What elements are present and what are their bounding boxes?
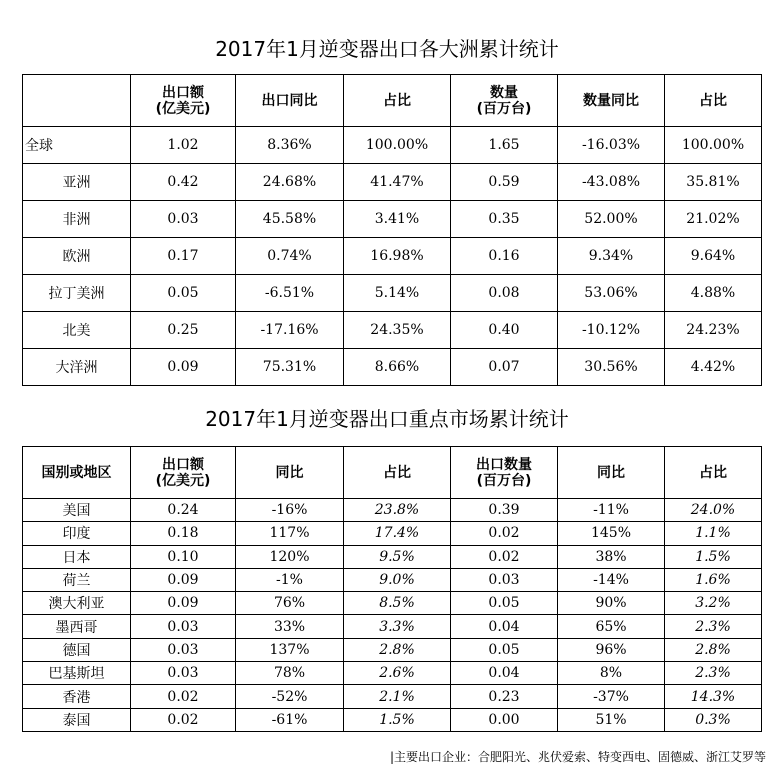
table-row [23, 499, 762, 522]
table2-header-cell: 同比 [558, 447, 665, 499]
table2-title: 2017年1月逆变器出口重点市场累计统计 [205, 407, 569, 431]
table1-cell: -43.08% [558, 164, 665, 201]
table1-cell: 21.02% [665, 201, 762, 238]
table2-cell: 0.03 [451, 568, 558, 591]
table1-cell: 4.88% [665, 275, 762, 312]
table2-cell: 0.3% [665, 708, 762, 731]
table2-cell: 德国 [23, 638, 131, 661]
table2-cell: 0.02 [131, 708, 236, 731]
table2-cell: 9.0% [344, 568, 451, 591]
table2-cell: 2.1% [344, 685, 451, 708]
table2-header-cell: 国别或地区 [23, 447, 131, 499]
table2-cell: 0.03 [131, 662, 236, 685]
table2-cell: 0.09 [131, 568, 236, 591]
table2-cell: 0.04 [451, 615, 558, 638]
table2-cell: 0.05 [451, 638, 558, 661]
table1-cell: 0.08 [451, 275, 558, 312]
table1-cell: 全球 [23, 127, 131, 164]
table2-cell: 0.02 [131, 685, 236, 708]
table2-cell: 0.24 [131, 499, 236, 522]
table2-cell: -14% [558, 568, 665, 591]
table2-cell: 3.2% [665, 592, 762, 615]
continent-export-table [22, 74, 762, 386]
table-row [23, 568, 762, 591]
table1-cell: 0.16 [451, 238, 558, 275]
table1-cell: 0.05 [131, 275, 236, 312]
table2-cell: 0.10 [131, 545, 236, 568]
table2-cell: 0.00 [451, 708, 558, 731]
key-market-export-table [22, 446, 762, 732]
table2-cell: 日本 [23, 545, 131, 568]
table2-cell: 8% [558, 662, 665, 685]
table1-cell: 45.58% [236, 201, 344, 238]
table2-cell: 23.8% [344, 499, 451, 522]
table1-cell: 100.00% [344, 127, 451, 164]
table2-cell: 1.5% [344, 708, 451, 731]
table1-cell: 拉丁美洲 [23, 275, 131, 312]
table2-header-cell: 占比 [344, 447, 451, 499]
table1-cell: 3.41% [344, 201, 451, 238]
table1-header-cell: 出口同比 [236, 75, 344, 127]
table2-cell: 2.3% [665, 662, 762, 685]
table1-cell: 1.02 [131, 127, 236, 164]
table-row [23, 164, 762, 201]
table2-cell: 2.6% [344, 662, 451, 685]
table1-cell: 5.14% [344, 275, 451, 312]
table2-cell: 1.5% [665, 545, 762, 568]
table2-cell: 90% [558, 592, 665, 615]
table-row [23, 312, 762, 349]
table2-cell: -11% [558, 499, 665, 522]
table-row [23, 201, 762, 238]
table-row [23, 685, 762, 708]
table1-cell: 4.42% [665, 349, 762, 386]
table1-cell: 8.36% [236, 127, 344, 164]
table-row [23, 275, 762, 312]
table-row [23, 708, 762, 731]
table2-cell: 51% [558, 708, 665, 731]
table2-cell: 96% [558, 638, 665, 661]
table2-cell: 117% [236, 522, 344, 545]
table2-cell: 泰国 [23, 708, 131, 731]
table2-cell: 14.3% [665, 685, 762, 708]
table1-cell: 100.00% [665, 127, 762, 164]
table1-cell: -6.51% [236, 275, 344, 312]
table2-cell: 印度 [23, 522, 131, 545]
table2-cell: 0.03 [131, 638, 236, 661]
table2-cell: 3.3% [344, 615, 451, 638]
table2-cell: -61% [236, 708, 344, 731]
table2-cell: 0.02 [451, 522, 558, 545]
table2-cell: 137% [236, 638, 344, 661]
table2-header-cell: 占比 [665, 447, 762, 499]
table-row [23, 238, 762, 275]
table2-cell: 0.09 [131, 592, 236, 615]
table2-cell: 0.05 [451, 592, 558, 615]
table1-cell: 53.06% [558, 275, 665, 312]
table2-cell: 0.02 [451, 545, 558, 568]
table2-cell: -52% [236, 685, 344, 708]
table1-header-cell: 占比 [344, 75, 451, 127]
table1-cell: 24.35% [344, 312, 451, 349]
table2-header-cell: 出口额 (亿美元) [131, 447, 236, 499]
table-row [23, 615, 762, 638]
table2-cell: 2.8% [665, 638, 762, 661]
table1-header-cell: 出口额 (亿美元) [131, 75, 236, 127]
table1-cell: 0.40 [451, 312, 558, 349]
table-row [23, 545, 762, 568]
table1-cell: 41.47% [344, 164, 451, 201]
table2-cell: -1% [236, 568, 344, 591]
table1-cell: 8.66% [344, 349, 451, 386]
table1-cell: 9.64% [665, 238, 762, 275]
table2-cell: 38% [558, 545, 665, 568]
table2-cell: 24.0% [665, 499, 762, 522]
table2-header-cell: 出口数量 (百万台) [451, 447, 558, 499]
table-row [23, 662, 762, 685]
table2-cell: 澳大利亚 [23, 592, 131, 615]
table1-cell: 北美 [23, 312, 131, 349]
table1-cell: 亚洲 [23, 164, 131, 201]
table2-cell: 墨西哥 [23, 615, 131, 638]
table2-cell: -37% [558, 685, 665, 708]
table2-cell: -16% [236, 499, 344, 522]
table1-cell: 欧洲 [23, 238, 131, 275]
table2-cell: 65% [558, 615, 665, 638]
table2-cell: 0.04 [451, 662, 558, 685]
table1-cell: 0.42 [131, 164, 236, 201]
table1-cell: -16.03% [558, 127, 665, 164]
table2-cell: 2.8% [344, 638, 451, 661]
table1-cell: 52.00% [558, 201, 665, 238]
table1-cell: 0.17 [131, 238, 236, 275]
table1-cell: 24.68% [236, 164, 344, 201]
table2-cell: 0.03 [131, 615, 236, 638]
table1-cell: 0.07 [451, 349, 558, 386]
table1-cell: 0.09 [131, 349, 236, 386]
table1-cell: 0.74% [236, 238, 344, 275]
table1-header-cell: 数量 (百万台) [451, 75, 558, 127]
table1-cell: 非洲 [23, 201, 131, 238]
table1-cell: 0.03 [131, 201, 236, 238]
table1-header-cell [23, 75, 131, 127]
table2-cell: 2.3% [665, 615, 762, 638]
table2-header-cell: 同比 [236, 447, 344, 499]
table1-cell: 1.65 [451, 127, 558, 164]
table1-cell: 75.31% [236, 349, 344, 386]
table2-cell: 33% [236, 615, 344, 638]
table1-cell: 0.35 [451, 201, 558, 238]
table2-cell: 0.39 [451, 499, 558, 522]
table2-cell: 1.1% [665, 522, 762, 545]
table1-title: 2017年1月逆变器出口各大洲累计统计 [215, 37, 559, 61]
table2-cell: 9.5% [344, 545, 451, 568]
table1-header-cell: 数量同比 [558, 75, 665, 127]
table-row [23, 127, 762, 164]
table1-cell: 24.23% [665, 312, 762, 349]
table1-cell: 30.56% [558, 349, 665, 386]
table2-cell: 78% [236, 662, 344, 685]
table1-cell: 35.81% [665, 164, 762, 201]
table2-cell: 荷兰 [23, 568, 131, 591]
table1-cell: -17.16% [236, 312, 344, 349]
table2-cell: 美国 [23, 499, 131, 522]
table-row [23, 522, 762, 545]
table2-cell: 0.18 [131, 522, 236, 545]
table1-cell: 9.34% [558, 238, 665, 275]
table-row [23, 592, 762, 615]
table2-cell: 17.4% [344, 522, 451, 545]
table2-cell: 1.6% [665, 568, 762, 591]
table2-cell: 巴基斯坦 [23, 662, 131, 685]
table1-cell: 大洋洲 [23, 349, 131, 386]
table2-cell: 120% [236, 545, 344, 568]
table1-cell: 0.25 [131, 312, 236, 349]
table1-cell: 16.98% [344, 238, 451, 275]
table2-cell: 8.5% [344, 592, 451, 615]
table-row [23, 349, 762, 386]
table2-cell: 145% [558, 522, 665, 545]
table-row [23, 638, 762, 661]
table2-cell: 香港 [23, 685, 131, 708]
table1-header-cell: 占比 [665, 75, 762, 127]
table2-cell: 0.23 [451, 685, 558, 708]
table1-cell: 0.59 [451, 164, 558, 201]
footer-note: |主要出口企业：合肥阳光、兆伏爱索、特变西电、固德威、浙江艾罗等 [389, 750, 766, 764]
table2-cell: 76% [236, 592, 344, 615]
table1-cell: -10.12% [558, 312, 665, 349]
